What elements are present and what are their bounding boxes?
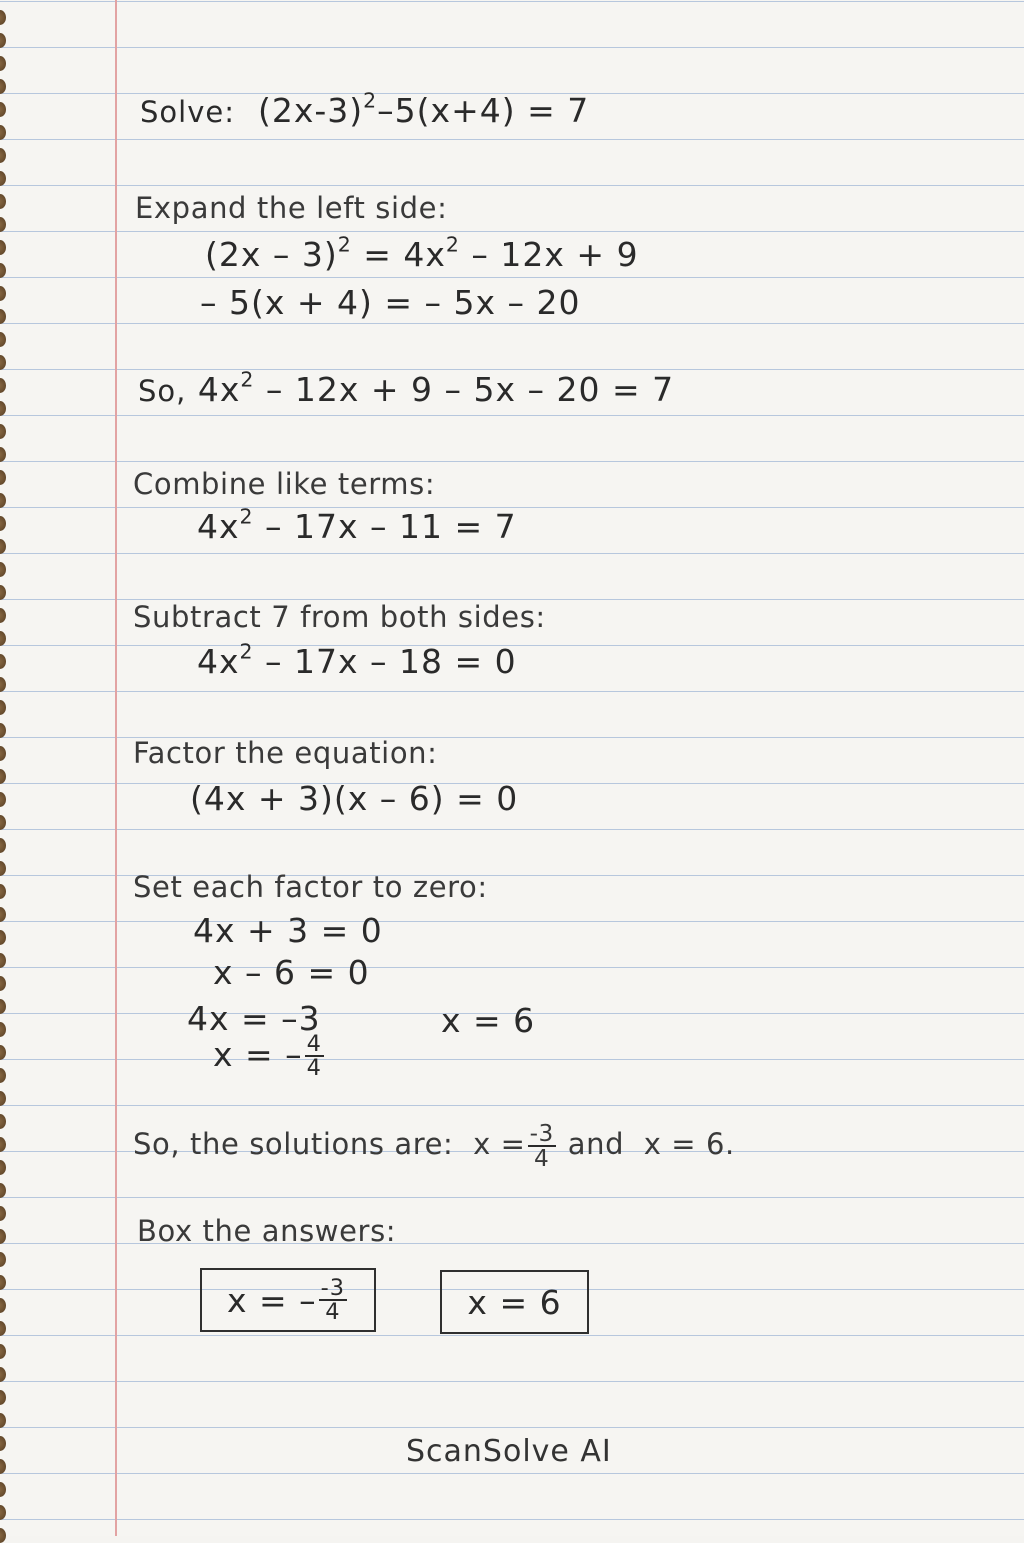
solutions-rest: and x = 6. (567, 1127, 735, 1162)
spiral-hole (0, 1068, 6, 1083)
subtract-rest: – 17x – 18 = 0 (253, 642, 517, 681)
spiral-hole (0, 355, 6, 370)
spiral-hole (0, 700, 6, 715)
problem-exponent: 2 (363, 88, 378, 113)
spiral-hole (0, 240, 6, 255)
expand-base: (2x – 3) (205, 235, 338, 274)
spiral-hole (0, 217, 6, 232)
box-heading: Box the answers: (137, 1214, 397, 1248)
expand-rest: – 12x + 9 (459, 235, 639, 274)
spiral-hole (0, 884, 6, 899)
solutions-prefix: So, the solutions are: (133, 1127, 454, 1162)
spiral-hole (0, 999, 6, 1014)
margin-line (115, 0, 117, 1536)
so-line (138, 367, 675, 409)
set-zero-fraction (305, 1033, 324, 1080)
combine-exp: 2 (239, 504, 254, 529)
spiral-hole (0, 1275, 6, 1290)
spiral-hole (0, 1114, 6, 1129)
so-exp: 2 (240, 367, 255, 392)
spiral-hole (0, 1206, 6, 1221)
spiral-hole (0, 746, 6, 761)
spiral-holes (0, 0, 14, 1536)
expand-exp: 2 (337, 232, 352, 257)
spiral-hole (0, 33, 6, 48)
factor-eq: (4x + 3)(x – 6) = 0 (190, 779, 519, 818)
spiral-hole (0, 861, 6, 876)
spiral-hole (0, 608, 6, 623)
spiral-hole (0, 677, 6, 692)
subtract-eq (197, 639, 517, 681)
subtract-exp: 2 (239, 639, 254, 664)
spiral-hole (0, 1367, 6, 1382)
combine-term: 4x (197, 507, 240, 546)
set-zero-eq-5: x = 6 (441, 1001, 536, 1040)
spiral-hole (0, 654, 6, 669)
problem-statement (140, 88, 590, 130)
subtract-heading: Subtract 7 from both sides: (133, 600, 546, 634)
problem-prefix: Solve: (140, 95, 235, 129)
set-zero-eq-3: 4x = –3 (187, 999, 321, 1038)
spiral-hole (0, 907, 6, 922)
solutions-x1-prefix: x = (473, 1127, 526, 1162)
spiral-hole (0, 1459, 6, 1474)
spiral-hole (0, 447, 6, 462)
spiral-hole (0, 1160, 6, 1175)
spiral-hole (0, 1505, 6, 1520)
answer-1-fraction (319, 1274, 347, 1325)
set-zero-eq-1: 4x + 3 = 0 (193, 911, 383, 950)
answer-1-numerator: -3 (320, 1274, 346, 1301)
spiral-hole (0, 1344, 6, 1359)
spiral-hole (0, 171, 6, 186)
solutions-fraction (528, 1120, 556, 1173)
spiral-hole (0, 378, 6, 393)
so-rest: – 12x + 9 – 5x – 20 = 7 (254, 370, 675, 409)
spiral-hole (0, 56, 6, 71)
spiral-hole (0, 953, 6, 968)
spiral-hole (0, 194, 6, 209)
spiral-hole (0, 976, 6, 991)
spiral-hole (0, 930, 6, 945)
spiral-hole (0, 1413, 6, 1428)
spiral-hole (0, 470, 6, 485)
spiral-hole (0, 1229, 6, 1244)
spiral-hole (0, 102, 6, 117)
expand-exp2: 2 (445, 232, 460, 257)
factor-heading: Factor the equation: (133, 736, 438, 770)
expand-line-1 (205, 232, 639, 274)
fraction-numerator: 4 (306, 1031, 322, 1057)
spiral-hole (0, 1022, 6, 1037)
spiral-hole (0, 631, 6, 646)
spiral-hole (0, 332, 6, 347)
solutions-fraction-numerator: -3 (529, 1120, 554, 1147)
spiral-hole (0, 1436, 6, 1451)
set-zero-eq-4-prefix: x = – (213, 1034, 303, 1074)
spiral-hole (0, 1482, 6, 1497)
spiral-hole (0, 424, 6, 439)
problem-rest: –5(x+4) = 7 (377, 91, 590, 130)
set-zero-eq-4 (213, 1033, 326, 1080)
subtract-term: 4x (197, 642, 240, 681)
set-zero-heading: Set each factor to zero: (133, 870, 488, 904)
spiral-hole (0, 125, 6, 140)
spiral-hole (0, 286, 6, 301)
spiral-hole (0, 815, 6, 830)
spiral-hole (0, 585, 6, 600)
spiral-hole (0, 1183, 6, 1198)
spiral-hole (0, 1045, 6, 1060)
spiral-hole (0, 723, 6, 738)
answer-1-denominator: 4 (325, 1299, 341, 1325)
footer-brand: ScanSolve AI (406, 1434, 612, 1469)
spiral-hole (0, 1298, 6, 1313)
problem-base: (2x-3) (257, 91, 364, 130)
so-prefix: So, (138, 374, 187, 408)
fraction-denominator: 4 (306, 1055, 322, 1082)
solutions-fraction-denominator: 4 (534, 1145, 550, 1173)
so-term: 4x (197, 370, 241, 409)
spiral-hole (0, 148, 6, 163)
spiral-hole (0, 1137, 6, 1152)
spiral-hole (0, 263, 6, 278)
answer-1-prefix: x = – (226, 1280, 317, 1320)
spiral-hole (0, 10, 6, 25)
combine-heading: Combine like terms: (133, 467, 436, 501)
solutions-line (133, 1120, 735, 1173)
answer-box-1 (200, 1268, 376, 1332)
spiral-hole (0, 769, 6, 784)
combine-rest: – 17x – 11 = 7 (253, 507, 517, 546)
spiral-hole (0, 539, 6, 554)
expand-line-2: – 5(x + 4) = – 5x – 20 (200, 283, 581, 322)
spiral-hole (0, 792, 6, 807)
spiral-hole (0, 516, 6, 531)
expand-mid: = 4x (351, 235, 446, 274)
spiral-hole (0, 1390, 6, 1405)
spiral-hole (0, 401, 6, 416)
spiral-hole (0, 79, 6, 94)
answer-box-2: x = 6 (440, 1270, 589, 1334)
spiral-hole (0, 562, 6, 577)
combine-eq (197, 504, 517, 546)
spiral-hole (0, 838, 6, 853)
expand-heading: Expand the left side: (135, 191, 448, 225)
spiral-hole (0, 493, 6, 508)
spiral-hole (0, 1091, 6, 1106)
set-zero-eq-2: x – 6 = 0 (213, 953, 370, 992)
spiral-hole (0, 309, 6, 324)
spiral-hole (0, 1321, 6, 1336)
spiral-hole (0, 1252, 6, 1267)
